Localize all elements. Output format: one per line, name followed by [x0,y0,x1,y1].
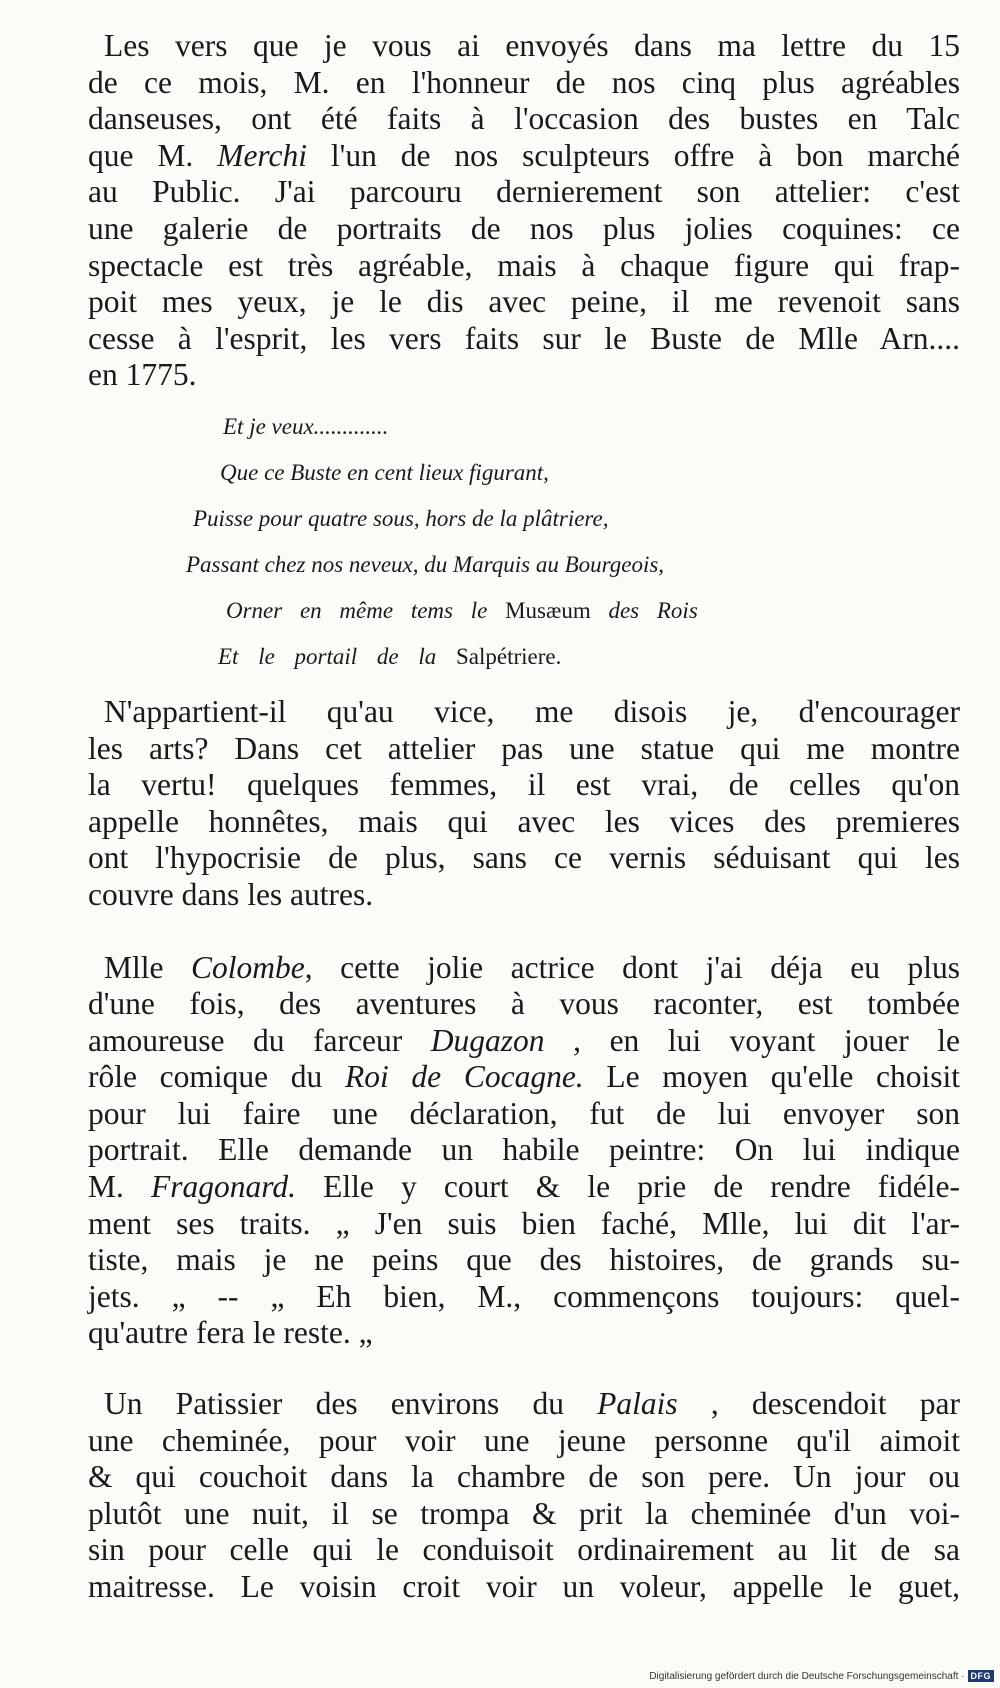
verse-line: Passant chez nos neveux, du Marquis au Bourgeois, [186,551,665,577]
text-line: plutôt une nuit, il se trompa & prit la cheminée d'un voi- [88,1495,960,1531]
text-line: de ce mois, M. en l'honneur de nos cinq plus agréables [88,64,960,100]
text-line: une galerie de portraits de nos plus jolies coquines: ce [88,210,960,246]
text-line: qu'autre fera le reste. „ [88,1315,373,1351]
paragraph-3 [88,950,960,1353]
digitization-credit [649,1670,994,1682]
text-fragment: Orner en même tems le [226,597,488,623]
text-line [88,1023,960,1060]
text-fragment: , en lui voyant jouer le [573,1022,960,1058]
paragraph-2 [88,694,960,914]
text-line: d'une fois, des aventures à vous raconter, est tombée [88,986,960,1022]
paragraph-gap [88,914,960,950]
dfg-logo-icon: DFG [968,1670,995,1682]
text-line [88,1386,960,1423]
text-fragment: , descendoit par [710,1386,961,1422]
text-fragment: Elle y court & le prie de rendre fidéle- [323,1169,961,1205]
text-fragment: Mlle [104,949,164,985]
text-line: en 1775. [88,357,197,393]
text-line [88,950,960,987]
text-line: poit mes yeux, je le dis avec peine, il me revenoit sans [88,284,960,320]
text-line: couvre dans les autres. [88,876,374,912]
text-line: ont l'hypocrisie de plus, sans ce vernis séduisant qui les [88,840,960,876]
text-fragment: amoureuse du farceur [88,1022,403,1058]
text-fragment: l'un de nos sculpteurs offre à bon marché [330,137,961,173]
verse-line [88,634,960,680]
verse-line: Que ce Buste en cent lieux figurant, [220,459,549,485]
text-line [88,1169,960,1206]
text-line: maitresse. Le voisin croit voir un voleur, appelle le guet, [88,1569,960,1604]
text-line: ment ses traits. „ J'en suis bien faché, Mlle, lui dit l'ar- [88,1205,960,1241]
text-fragment: M. [88,1169,124,1205]
text-line: pour lui faire une déclaration, fut de lui envoyer son [88,1095,960,1131]
text-line: danseuses, ont été faits à l'occasion des bustes en Talc [88,101,960,137]
text-line: portrait. Elle demande un habile peintre: On lui indique [88,1132,960,1168]
text-line: les arts? Dans cet attelier pas une statue qui me montre [88,730,960,766]
text-fragment: Et le portail de la [218,643,437,669]
text-line [88,1059,960,1096]
paragraph-gap [88,1352,960,1386]
text-line: & qui couchoit dans la chambre de son pere. Un jour ou [88,1459,960,1495]
name-fragonard: Fragonard. [151,1169,296,1205]
text-fragment: Le moyen qu'elle choisit [606,1059,961,1095]
text-fragment: Musæum [505,597,591,623]
verse-line [88,588,960,634]
text-line: Les vers que je vous ai envoyés dans ma lettre du 15 [104,28,960,63]
text-line: tiste, mais je ne peins que des histoires, de grands su- [88,1242,960,1278]
name-colombe: Colombe [191,949,305,985]
paragraph-1 [88,28,960,394]
text-fragment: que M. [88,137,194,173]
text-line [88,138,960,175]
name-merchi: Merchi [217,137,307,173]
title-roi-de-cocagne: Roi de Cocagne. [345,1059,584,1095]
text-line: cesse à l'esprit, les vers faits sur le Buste de Mlle Arn.... [88,320,960,356]
text-line: N'appartient-il qu'au vice, me disois je, d'encourager [104,693,960,729]
text-line: au Public. J'ai parcouru dernierement son attelier: c'est [88,174,960,210]
verse-line: Puisse pour quatre sous, hors de la plâtriere, [193,505,609,531]
text-line: appelle honnêtes, mais qui avec les vices des premieres [88,803,960,839]
page-text [88,28,960,1606]
verse-line: Et je veux............. [223,413,389,439]
text-fragment: Salpétriere. [456,643,562,669]
text-line: spectacle est très agréable, mais à chaque figure qui frap- [88,247,960,283]
verse-quotation [88,404,960,680]
name-dugazon: Dugazon [430,1022,545,1058]
text-line: la vertu! quelques femmes, il est vrai, de celles qu'on [88,767,960,803]
paragraph-4 [88,1386,960,1606]
credit-text: Digitalisierung gefördert durch die Deutsche Forschungsgemeinschaft · [649,1670,965,1682]
text-line: sin pour celle qui le conduisoit ordinairement au lit de sa [88,1532,960,1568]
text-fragment: rôle comique du [88,1059,323,1095]
text-fragment: des Rois [608,597,698,623]
text-line: jets. „ -- „ Eh bien, M., commençons toujours: quel- [88,1278,960,1314]
text-line: une cheminée, pour voir une jeune personne qu'il aimoit [88,1422,960,1458]
text-fragment: Un Patissier des environs du [104,1386,564,1422]
place-palais: Palais [597,1386,678,1422]
text-fragment: , cette jolie actrice dont j'ai déja eu plus [304,949,961,985]
